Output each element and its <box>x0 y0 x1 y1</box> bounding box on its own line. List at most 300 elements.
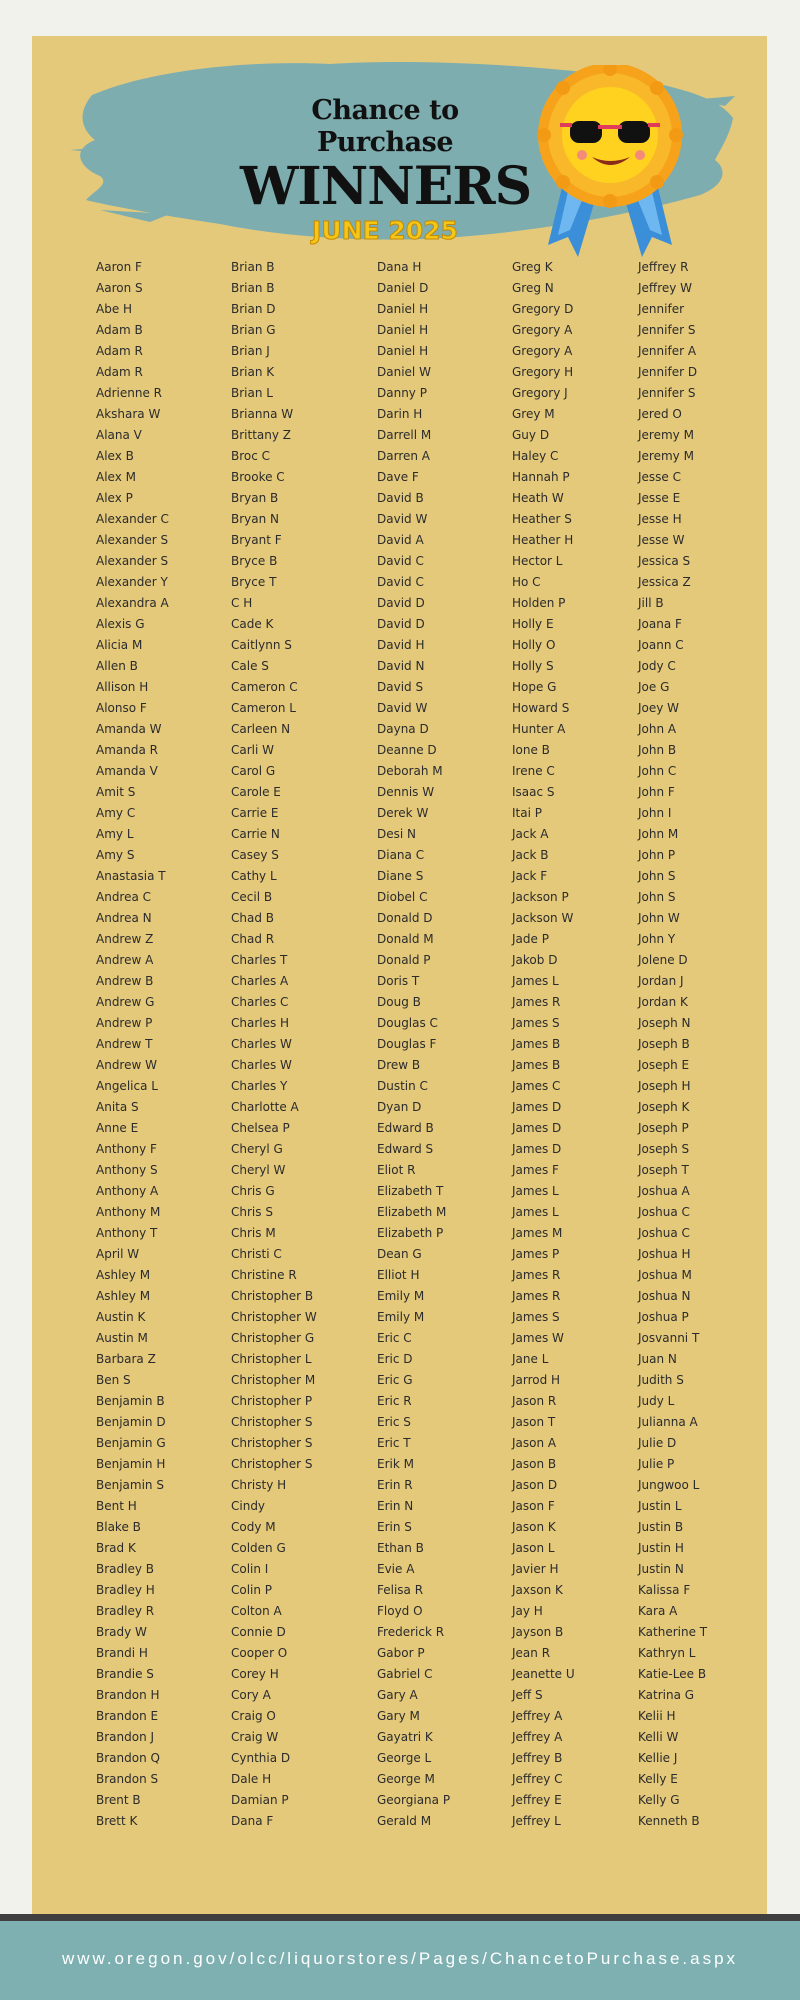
winner-name: Juan N <box>638 1352 677 1366</box>
winner-name: Elizabeth M <box>377 1205 447 1219</box>
winner-name: Alexis G <box>96 617 145 631</box>
winner-name: Kathryn L <box>638 1646 696 1660</box>
winner-name: Joana F <box>638 617 682 631</box>
winner-name: Brian B <box>231 260 275 274</box>
winner-name: James L <box>512 1205 559 1219</box>
winner-name: Joseph N <box>638 1016 691 1030</box>
winner-name: Guy D <box>512 428 550 442</box>
winner-name: James W <box>512 1331 564 1345</box>
winner-name: John S <box>638 890 676 904</box>
winner-name: Dale H <box>231 1772 272 1786</box>
winner-name: Andrea C <box>96 890 152 904</box>
winner-name: James B <box>512 1058 561 1072</box>
winner-name: Alexander Y <box>96 575 168 589</box>
winner-name: Alexander C <box>96 512 169 526</box>
winner-name: Corey H <box>231 1667 279 1681</box>
winner-name: David A <box>377 533 424 547</box>
winner-name: Gregory J <box>512 386 568 400</box>
winner-name: Brian K <box>231 365 275 379</box>
winner-name: Anthony T <box>96 1226 158 1240</box>
winner-name: John Y <box>638 932 676 946</box>
winner-name: Carol G <box>231 764 276 778</box>
winner-name: Jade P <box>512 932 549 946</box>
winner-name: Christopher G <box>231 1331 315 1345</box>
winner-name: Brandon E <box>96 1709 159 1723</box>
winner-name: Jesse E <box>638 491 681 505</box>
winner-name: Anita S <box>96 1100 139 1114</box>
winner-name: Alexander S <box>96 533 169 547</box>
winner-name: Elizabeth P <box>377 1226 444 1240</box>
winner-name: Jeffrey R <box>638 260 689 274</box>
winner-name: Charles W <box>231 1037 292 1051</box>
winner-name: Joey W <box>638 701 680 715</box>
winner-name: Jennifer S <box>638 323 696 337</box>
winner-name: Holden P <box>512 596 566 610</box>
winner-name: Blake B <box>96 1520 141 1534</box>
winner-name: Andrea N <box>96 911 152 925</box>
winner-name: Jeffrey W <box>638 281 693 295</box>
winners-column-1 <box>96 257 169 1832</box>
winner-name: Cooper O <box>231 1646 288 1660</box>
winner-name: Adam R <box>96 365 143 379</box>
winner-name: Alicia M <box>96 638 143 652</box>
winner-name: Jungwoo L <box>638 1478 700 1492</box>
winner-name: Jason D <box>512 1478 558 1492</box>
winner-name: Jordan J <box>638 974 684 988</box>
winner-name: Bryce B <box>231 554 278 568</box>
winner-name: Gerald M <box>377 1814 432 1828</box>
winner-name: James L <box>512 1184 559 1198</box>
winner-name: Charles Y <box>231 1079 288 1093</box>
winner-name: Anthony M <box>96 1205 161 1219</box>
winner-name: David S <box>377 680 424 694</box>
winner-name: Elliot H <box>377 1268 420 1282</box>
winner-name: Christy H <box>231 1478 287 1492</box>
winner-name: Irene C <box>512 764 555 778</box>
winner-name: Christopher S <box>231 1415 313 1429</box>
winner-name: Christopher P <box>231 1394 313 1408</box>
winner-name: Jackson P <box>512 890 569 904</box>
winner-name: Joe G <box>638 680 670 694</box>
winner-name: Cecil B <box>231 890 273 904</box>
winner-name: Gary A <box>377 1688 418 1702</box>
winner-name: Julie P <box>638 1457 675 1471</box>
winner-name: Brandon J <box>96 1730 155 1744</box>
winner-name: Austin M <box>96 1331 148 1345</box>
winner-name: Gabor P <box>377 1646 425 1660</box>
winner-name: John S <box>638 869 676 883</box>
winner-name: Ben S <box>96 1373 131 1387</box>
winner-name: James R <box>512 995 561 1009</box>
winner-name: David C <box>377 554 424 568</box>
winner-name: Jeffrey C <box>512 1772 563 1786</box>
winner-name: Bradley H <box>96 1583 155 1597</box>
winner-name: Derek W <box>377 806 429 820</box>
winner-name: Christopher W <box>231 1310 317 1324</box>
winner-name: Christi C <box>231 1247 282 1261</box>
winner-name: Jeremy M <box>638 428 694 442</box>
winner-name: Dana F <box>231 1814 274 1828</box>
winner-name: Andrew G <box>96 995 155 1009</box>
winner-name: Charles A <box>231 974 289 988</box>
winner-name: Gregory A <box>512 323 573 337</box>
winner-name: Colton A <box>231 1604 282 1618</box>
winner-name: Jack B <box>512 848 549 862</box>
winner-name: Judith S <box>638 1373 684 1387</box>
winner-name: Jennifer A <box>638 344 697 358</box>
winner-name: Jill B <box>638 596 664 610</box>
winner-name: Christopher B <box>231 1289 314 1303</box>
winner-name: Broc C <box>231 449 271 463</box>
winner-name: Jason B <box>512 1457 557 1471</box>
winner-name: Douglas F <box>377 1037 437 1051</box>
winner-name: Andrew T <box>96 1037 153 1051</box>
winner-name: Anthony A <box>96 1184 159 1198</box>
title-line-1: Chance to Purchase <box>311 95 459 158</box>
winner-name: Joann C <box>638 638 684 652</box>
winner-name: Jeffrey B <box>512 1751 563 1765</box>
winner-name: Jack A <box>512 827 549 841</box>
winner-name: Katherine T <box>638 1625 708 1639</box>
winner-name: Colin I <box>231 1562 269 1576</box>
footer-url: www.oregon.gov/olcc/liquorstores/Pages/ChancetoPurchase.aspx <box>0 1921 800 2000</box>
winner-name: Bradley B <box>96 1562 155 1576</box>
winner-name: Aaron S <box>96 281 143 295</box>
winner-name: Caitlynn S <box>231 638 292 652</box>
winner-name: Benjamin G <box>96 1436 166 1450</box>
winner-name: Daniel D <box>377 281 429 295</box>
winner-name: David H <box>377 638 425 652</box>
winner-name: Joshua H <box>638 1247 691 1261</box>
winner-name: James B <box>512 1037 561 1051</box>
winner-name: Jessica Z <box>638 575 691 589</box>
winner-name: Alex M <box>96 470 136 484</box>
winner-name: Emily M <box>377 1310 425 1324</box>
winner-name: Joshua A <box>638 1184 690 1198</box>
winner-name: Diane S <box>377 869 424 883</box>
winner-name: Kelly E <box>638 1772 678 1786</box>
winner-name: James D <box>512 1142 562 1156</box>
winner-name: Jakob D <box>512 953 558 967</box>
winner-name: Dayna D <box>377 722 429 736</box>
winner-name: James D <box>512 1121 562 1135</box>
winner-name: Georgiana P <box>377 1793 451 1807</box>
winner-name: Bryce T <box>231 575 277 589</box>
winner-name: David N <box>377 659 425 673</box>
winner-name: Alex P <box>96 491 133 505</box>
winner-name: Jaxson K <box>512 1583 563 1597</box>
winner-name: Amanda R <box>96 743 158 757</box>
winner-name: John C <box>638 764 677 778</box>
winner-name: Andrew Z <box>96 932 154 946</box>
winner-name: Austin K <box>96 1310 146 1324</box>
winner-name: Jason R <box>512 1394 557 1408</box>
winner-name: Jennifer D <box>638 365 698 379</box>
winner-name: Katie-Lee B <box>638 1667 707 1681</box>
winner-name: Jason A <box>512 1436 557 1450</box>
winner-name: Holly E <box>512 617 554 631</box>
winner-name: Joseph K <box>638 1100 690 1114</box>
winner-name: David B <box>377 491 424 505</box>
winner-name: Cody M <box>231 1520 276 1534</box>
winner-name: Jeremy M <box>638 449 694 463</box>
winner-name: Judy L <box>638 1394 675 1408</box>
winner-name: Haley C <box>512 449 559 463</box>
winner-name: Dennis W <box>377 785 435 799</box>
winner-name: Brad K <box>96 1541 136 1555</box>
winner-name: Jesse H <box>638 512 682 526</box>
winner-name: Brian G <box>231 323 276 337</box>
winner-name: Chris S <box>231 1205 273 1219</box>
winner-name: Bryan N <box>231 512 280 526</box>
winner-name: Alexander S <box>96 554 169 568</box>
winner-name: Desi N <box>377 827 416 841</box>
winner-name: Anne E <box>96 1121 139 1135</box>
winner-name: Brady W <box>96 1625 147 1639</box>
winner-name: Christopher S <box>231 1436 313 1450</box>
winner-name: Cathy L <box>231 869 277 883</box>
winner-name: Jessica S <box>638 554 691 568</box>
winner-name: Kelli W <box>638 1730 679 1744</box>
winner-name: Chelsea P <box>231 1121 290 1135</box>
winner-name: Douglas C <box>377 1016 438 1030</box>
winner-name: James R <box>512 1289 561 1303</box>
winner-name: Evie A <box>377 1562 415 1576</box>
winner-name: Deborah M <box>377 764 443 778</box>
winner-name: Brian D <box>231 302 276 316</box>
winner-name: Adam R <box>96 344 143 358</box>
winners-column-5 <box>638 257 707 1832</box>
winner-name: Brianna W <box>231 407 294 421</box>
winner-name: Doris T <box>377 974 420 988</box>
winner-name: April W <box>96 1247 140 1261</box>
winner-name: Bryant F <box>231 533 282 547</box>
winner-name: Danny P <box>377 386 427 400</box>
winner-name: Frederick R <box>377 1625 445 1639</box>
winner-name: Amanda W <box>96 722 162 736</box>
winner-name: Joshua N <box>638 1289 691 1303</box>
winner-name: David D <box>377 596 425 610</box>
winner-name: Brian L <box>231 386 273 400</box>
winner-name: Felisa R <box>377 1583 424 1597</box>
winner-name: Heather H <box>512 533 574 547</box>
winner-name: Dana H <box>377 260 422 274</box>
winner-name: Chris M <box>231 1226 276 1240</box>
winner-name: Carrie N <box>231 827 280 841</box>
winner-name: Kalissa F <box>638 1583 691 1597</box>
winner-name: Alana V <box>96 428 142 442</box>
winner-name: Jane L <box>512 1352 549 1366</box>
winner-name: Joseph T <box>638 1163 689 1177</box>
winner-name: Colden G <box>231 1541 286 1555</box>
winner-name: Kara A <box>638 1604 678 1618</box>
winner-name: Angelica L <box>96 1079 158 1093</box>
winner-name: Christopher M <box>231 1373 316 1387</box>
winner-name: Brooke C <box>231 470 285 484</box>
winner-name: Cale S <box>231 659 269 673</box>
winner-name: James M <box>512 1226 563 1240</box>
winner-name: Bryan B <box>231 491 279 505</box>
winner-name: Amit S <box>96 785 136 799</box>
winner-name: Darren A <box>377 449 430 463</box>
winner-name: James P <box>512 1247 560 1261</box>
winner-name: Donald M <box>377 932 434 946</box>
winner-name: Aaron F <box>96 260 142 274</box>
winner-name: Brittany Z <box>231 428 292 442</box>
winner-name: Joshua C <box>638 1205 690 1219</box>
winner-name: Brett K <box>96 1814 138 1828</box>
winners-column-2 <box>231 257 317 1832</box>
winner-name: Dean G <box>377 1247 422 1261</box>
winner-name: Bradley R <box>96 1604 155 1618</box>
winner-name: Jason T <box>512 1415 556 1429</box>
winner-name: Jason L <box>512 1541 555 1555</box>
winner-name: John M <box>638 827 679 841</box>
winner-name: Benjamin B <box>96 1394 165 1408</box>
winner-name: Jesse W <box>638 533 685 547</box>
title-line-2: WINNERS <box>240 156 532 217</box>
winner-name: Jeffrey A <box>512 1730 563 1744</box>
winner-name: Donald P <box>377 953 431 967</box>
winner-name: Floyd O <box>377 1604 423 1618</box>
winner-name: Jennifer S <box>638 386 696 400</box>
winner-name: C H <box>231 596 253 610</box>
winner-name: Holly O <box>512 638 556 652</box>
winner-name: Josvanni T <box>638 1331 700 1345</box>
winner-name: John W <box>638 911 680 925</box>
winner-name: Kelii H <box>638 1709 676 1723</box>
winner-name: Jeffrey L <box>512 1814 561 1828</box>
winner-name: Hector L <box>512 554 563 568</box>
winner-name: Joshua C <box>638 1226 690 1240</box>
winner-name: Elizabeth T <box>377 1184 444 1198</box>
winner-name: Darin H <box>377 407 423 421</box>
winner-name: Carrie E <box>231 806 279 820</box>
winner-name: Justin L <box>638 1499 682 1513</box>
winner-name: Alonso F <box>96 701 147 715</box>
winner-name: John I <box>638 806 672 820</box>
winner-name: James L <box>512 974 559 988</box>
winner-name: Deanne D <box>377 743 437 757</box>
footer-divider <box>0 1914 800 1921</box>
winner-name: Benjamin S <box>96 1478 164 1492</box>
winner-name: Brandon Q <box>96 1751 160 1765</box>
winner-name: Charles C <box>231 995 289 1009</box>
winner-name: Chris G <box>231 1184 275 1198</box>
winner-name: Cheryl G <box>231 1142 283 1156</box>
winner-name: John F <box>638 785 675 799</box>
winner-name: Abe H <box>96 302 133 316</box>
winner-name: James S <box>512 1310 560 1324</box>
winner-name: Kelly G <box>638 1793 680 1807</box>
winner-name: Colin P <box>231 1583 273 1597</box>
winner-name: Holly S <box>512 659 554 673</box>
winner-name: Ashley M <box>96 1289 151 1303</box>
winner-name: Kenneth B <box>638 1814 700 1828</box>
winner-name: Anthony F <box>96 1142 157 1156</box>
winner-name: Allison H <box>96 680 149 694</box>
winner-name: David D <box>377 617 425 631</box>
winner-name: Brandon S <box>96 1772 159 1786</box>
winner-name: Dustin C <box>377 1079 428 1093</box>
winner-name: Connie D <box>231 1625 286 1639</box>
winner-name: Jason F <box>512 1499 555 1513</box>
winner-name: Eric T <box>377 1436 411 1450</box>
winner-name: Doug B <box>377 995 421 1009</box>
winner-name: Charles W <box>231 1058 292 1072</box>
winner-name: Joseph P <box>638 1121 689 1135</box>
winner-name: Benjamin H <box>96 1457 166 1471</box>
winner-name: Justin H <box>638 1541 684 1555</box>
winner-name: Justin N <box>638 1562 684 1576</box>
winner-name: Gary M <box>377 1709 420 1723</box>
winner-name: Jay H <box>512 1604 543 1618</box>
title-date: JUNE 2025 <box>312 216 458 245</box>
winner-name: Gregory H <box>512 365 574 379</box>
winner-name: Howard S <box>512 701 570 715</box>
winner-name: Brent B <box>96 1793 141 1807</box>
winner-name: John P <box>638 848 676 862</box>
winner-name: Diobel C <box>377 890 428 904</box>
winner-name: Chad R <box>231 932 275 946</box>
winner-name: Erin S <box>377 1520 412 1534</box>
winner-name: David C <box>377 575 424 589</box>
winner-name: James C <box>512 1079 561 1093</box>
winner-name: Jayson B <box>512 1625 564 1639</box>
winner-name: Dave F <box>377 470 419 484</box>
winner-name: Jolene D <box>638 953 688 967</box>
winner-name: Benjamin D <box>96 1415 166 1429</box>
winner-name: Joseph B <box>638 1037 690 1051</box>
winner-name: Charlotte A <box>231 1100 299 1114</box>
winner-name: Hunter A <box>512 722 566 736</box>
winner-name: Javier H <box>512 1562 559 1576</box>
winner-name: James F <box>512 1163 559 1177</box>
winner-name: Itai P <box>512 806 542 820</box>
winner-name: Julianna A <box>638 1415 698 1429</box>
winner-name: Brian B <box>231 281 275 295</box>
winner-name: Gregory A <box>512 344 573 358</box>
winner-name: Cheryl W <box>231 1163 286 1177</box>
winner-name: Joshua M <box>638 1268 692 1282</box>
winner-name: Jennifer <box>638 302 685 316</box>
winner-name: Jesse C <box>638 470 682 484</box>
winner-name: Hannah P <box>512 470 570 484</box>
winner-name: Gayatri K <box>377 1730 433 1744</box>
winner-name: Amy L <box>96 827 134 841</box>
winner-name: Eric S <box>377 1415 411 1429</box>
winner-name: Darrell M <box>377 428 432 442</box>
winner-name: Erin R <box>377 1478 413 1492</box>
winner-name: Jackson W <box>512 911 574 925</box>
winner-name: Andrew P <box>96 1016 153 1030</box>
winner-name: Andrew A <box>96 953 154 967</box>
winner-name: Brian J <box>231 344 270 358</box>
sun-badge-icon <box>530 65 690 265</box>
winners-column-4 <box>512 257 575 1832</box>
winner-name: Craig O <box>231 1709 276 1723</box>
winner-name: James S <box>512 1016 560 1030</box>
winner-name: Isaac S <box>512 785 555 799</box>
winner-name: Joseph E <box>638 1058 690 1072</box>
winner-name: Joshua P <box>638 1310 689 1324</box>
winner-name: Adam B <box>96 323 143 337</box>
winner-name: George M <box>377 1772 435 1786</box>
winner-name: Barbara Z <box>96 1352 156 1366</box>
winner-name: Greg K <box>512 260 553 274</box>
winner-name: Grey M <box>512 407 555 421</box>
winner-name: Eliot R <box>377 1163 416 1177</box>
